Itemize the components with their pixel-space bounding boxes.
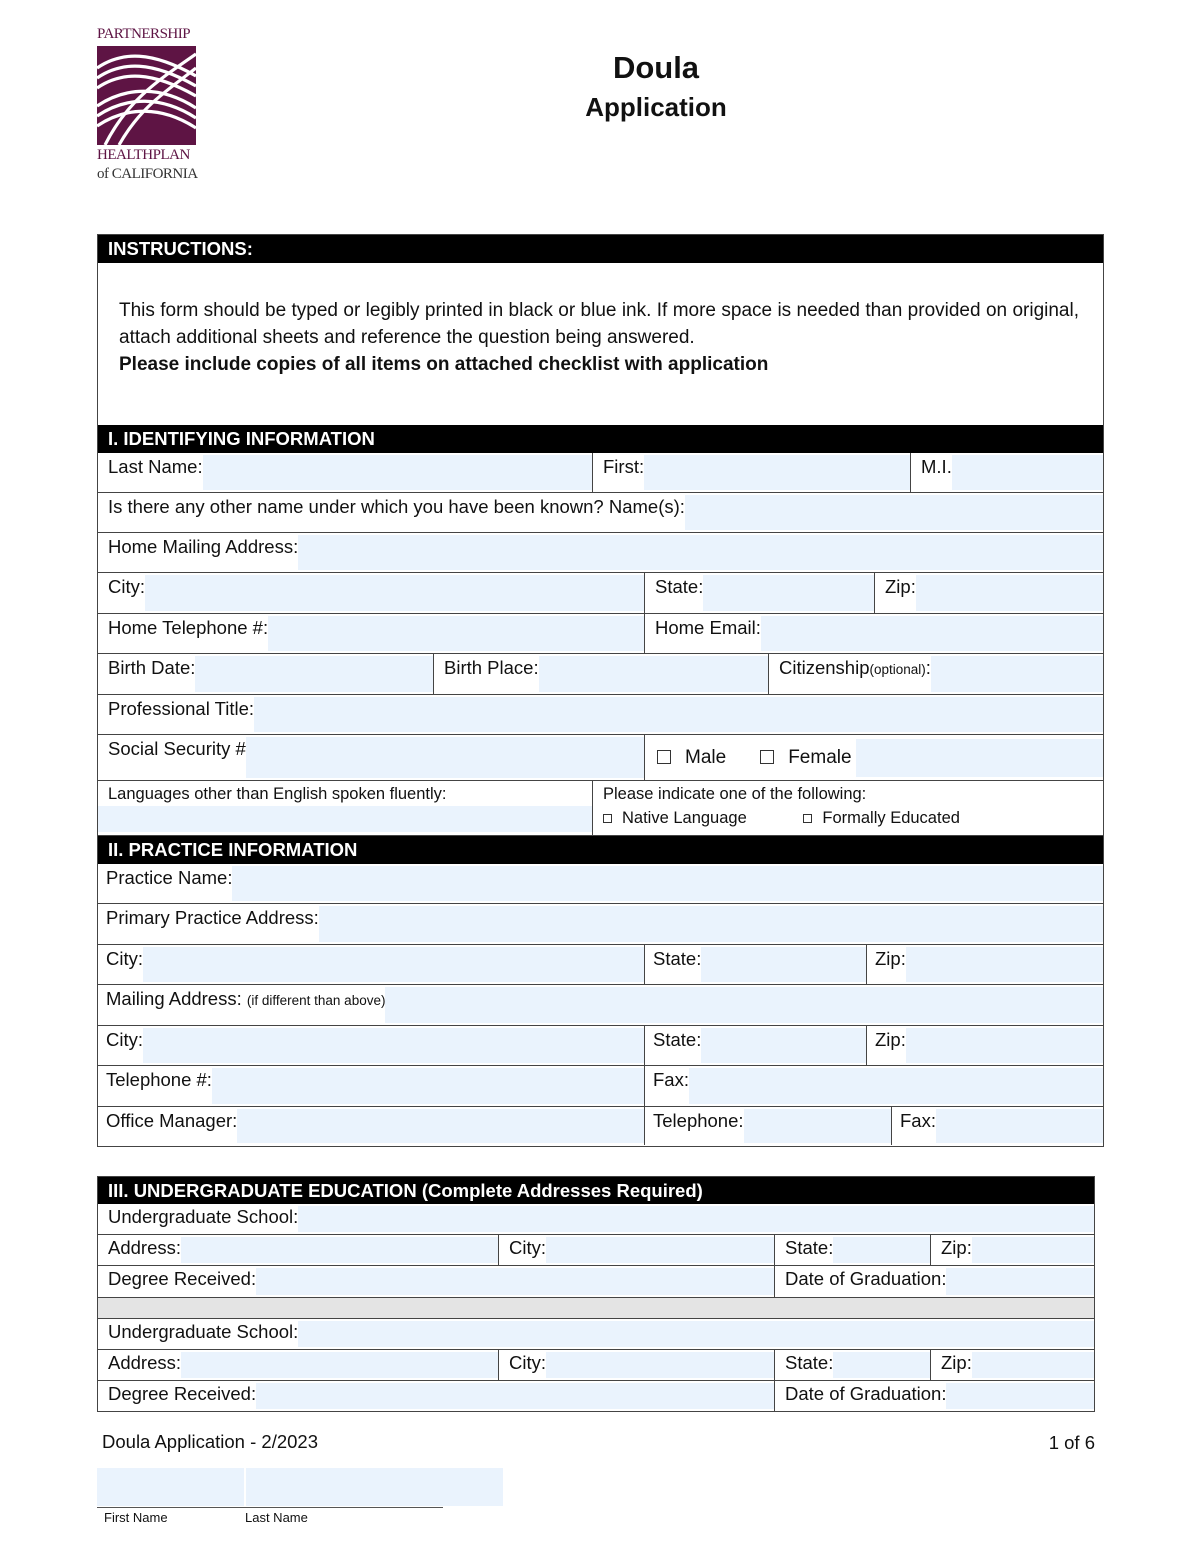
page-subtitle: Application bbox=[585, 92, 727, 122]
practice-fax-field[interactable] bbox=[689, 1068, 1103, 1104]
mailing-city-label: City: bbox=[106, 1029, 143, 1050]
footer-last-name-field[interactable] bbox=[246, 1468, 503, 1506]
female-label: Female bbox=[788, 746, 852, 768]
practice-city-field[interactable] bbox=[143, 947, 644, 982]
professional-title-label: Professional Title: bbox=[108, 698, 255, 719]
professional-title-row bbox=[98, 695, 1103, 735]
practice-city-label: City: bbox=[106, 948, 143, 969]
indicate-label: Please indicate one of the following: bbox=[603, 785, 867, 803]
home-city-field[interactable] bbox=[145, 575, 644, 611]
other-names-row bbox=[98, 493, 1103, 533]
school-label-1: Undergraduate School: bbox=[108, 1206, 299, 1227]
school-zip-field-1[interactable] bbox=[972, 1237, 1094, 1263]
degree-row-2 bbox=[98, 1381, 1094, 1411]
birth-date-label: Birth Date: bbox=[108, 657, 196, 678]
degree-row-1 bbox=[98, 1266, 1094, 1298]
manager-phone-field[interactable] bbox=[744, 1109, 891, 1143]
mailing-city-field[interactable] bbox=[143, 1028, 644, 1063]
birth-place-label: Birth Place: bbox=[444, 657, 539, 678]
home-city-row bbox=[98, 573, 1103, 614]
school-address-field-1[interactable] bbox=[181, 1237, 498, 1263]
citizenship-colon: : bbox=[925, 657, 931, 678]
middle-initial-field[interactable] bbox=[952, 455, 1103, 490]
degree-label-2: Degree Received: bbox=[108, 1383, 257, 1404]
home-city-label: City: bbox=[108, 576, 145, 597]
mailing-address-row bbox=[98, 985, 1103, 1026]
home-zip-label: Zip: bbox=[885, 576, 916, 597]
school-state-label-2: State: bbox=[785, 1352, 834, 1373]
primary-address-row bbox=[98, 904, 1103, 945]
school-address-row-2 bbox=[98, 1350, 1094, 1381]
mailing-address-label bbox=[98, 985, 385, 1010]
practice-zip-field[interactable] bbox=[906, 947, 1103, 982]
language-options bbox=[603, 804, 960, 828]
practice-phone-row bbox=[98, 1066, 1103, 1107]
school-row-2 bbox=[98, 1319, 1094, 1350]
office-manager-label: Office Manager: bbox=[106, 1110, 238, 1131]
office-manager-row bbox=[98, 1107, 1103, 1145]
education-separator bbox=[98, 1298, 1094, 1319]
logo-text-bottom: of CALIFORNIA bbox=[97, 166, 198, 182]
home-phone-field[interactable] bbox=[268, 616, 644, 651]
instructions-header: INSTRUCTIONS: bbox=[98, 235, 1103, 263]
partnership-logo bbox=[96, 26, 200, 188]
school-field-1[interactable] bbox=[298, 1206, 1094, 1232]
footer-last-name-label: Last Name bbox=[245, 1510, 308, 1525]
school-city-field-2[interactable] bbox=[546, 1352, 774, 1378]
section-2-header: II. PRACTICE INFORMATION bbox=[98, 836, 1103, 864]
instructions-text: This form should be typed or legibly printed in black or blue ink. If more space is needed than provided on original, attach additional sheets and reference the question being answered. bbox=[119, 300, 1079, 348]
mailing-zip-label: Zip: bbox=[875, 1029, 906, 1050]
footer-first-name-label: First Name bbox=[104, 1510, 168, 1525]
graduation-field-1[interactable] bbox=[946, 1268, 1094, 1295]
mailing-zip-field[interactable] bbox=[906, 1028, 1103, 1063]
native-language-checkbox[interactable] bbox=[603, 814, 612, 823]
home-state-label: State: bbox=[655, 576, 704, 597]
practice-name-field[interactable] bbox=[232, 866, 1103, 901]
practice-phone-field[interactable] bbox=[212, 1068, 644, 1104]
professional-title-field[interactable] bbox=[254, 697, 1103, 732]
instructions-bold-text: Please include copies of all items on attached checklist with application bbox=[119, 354, 769, 375]
practice-zip-label: Zip: bbox=[875, 948, 906, 969]
school-zip-label-2: Zip: bbox=[941, 1352, 972, 1373]
last-name-label: Last Name: bbox=[108, 456, 203, 477]
school-city-label-2: City: bbox=[509, 1352, 546, 1373]
practice-phone-label: Telephone #: bbox=[106, 1069, 212, 1090]
form-version: Doula Application - 2/2023 bbox=[102, 1431, 318, 1452]
formally-educated-label: Formally Educated bbox=[822, 809, 960, 827]
mailing-state-label: State: bbox=[653, 1029, 702, 1050]
section-1-header: I. IDENTIFYING INFORMATION bbox=[98, 425, 1103, 453]
home-state-field[interactable] bbox=[703, 575, 874, 611]
mailing-city-row bbox=[98, 1026, 1103, 1066]
school-label-2: Undergraduate School: bbox=[108, 1321, 299, 1342]
citizenship-optional-note: (optional) bbox=[869, 662, 926, 677]
mailing-address-text: Mailing Address: bbox=[106, 988, 242, 1009]
first-name-label: First: bbox=[603, 456, 645, 477]
practice-fax-label: Fax: bbox=[653, 1069, 689, 1090]
other-names-field[interactable] bbox=[685, 495, 1103, 530]
female-option bbox=[760, 747, 851, 769]
school-row-1 bbox=[98, 1204, 1094, 1235]
languages-label: Languages other than English spoken fluently: bbox=[108, 785, 447, 803]
mailing-address-field[interactable] bbox=[385, 987, 1103, 1023]
citizenship-text: Citizenship bbox=[779, 657, 870, 678]
logo-text-middle: HEALTHPLAN bbox=[97, 147, 190, 163]
mailing-state-field[interactable] bbox=[701, 1028, 866, 1063]
instructions-body bbox=[119, 297, 1079, 378]
practice-city-row bbox=[98, 945, 1103, 985]
school-state-label-1: State: bbox=[785, 1237, 834, 1258]
school-address-row-1 bbox=[98, 1235, 1094, 1266]
manager-fax-label: Fax: bbox=[900, 1110, 936, 1131]
degree-field-2[interactable] bbox=[256, 1383, 774, 1409]
citizenship-field[interactable] bbox=[931, 656, 1103, 692]
practice-state-field[interactable] bbox=[701, 947, 866, 982]
manager-fax-field[interactable] bbox=[936, 1109, 1103, 1143]
home-phone-label: Home Telephone #: bbox=[108, 617, 269, 638]
office-manager-field[interactable] bbox=[237, 1109, 644, 1143]
logo-wave-icon bbox=[97, 46, 196, 145]
education-table bbox=[97, 1176, 1095, 1412]
ssn-label: Social Security # bbox=[108, 738, 246, 759]
form-table-main bbox=[97, 234, 1104, 1147]
formally-educated-checkbox[interactable] bbox=[803, 814, 812, 823]
logo-text-top: PARTNERSHIP bbox=[97, 26, 191, 42]
birth-place-field[interactable] bbox=[539, 656, 768, 692]
school-city-label-1: City: bbox=[509, 1237, 546, 1258]
gender-field bbox=[856, 739, 1103, 777]
school-address-label-2: Address: bbox=[108, 1352, 182, 1373]
languages-row bbox=[98, 781, 1103, 836]
last-name-field[interactable] bbox=[203, 455, 592, 490]
school-zip-label-1: Zip: bbox=[941, 1237, 972, 1258]
footer-signature-line bbox=[97, 1507, 443, 1508]
graduation-field-2[interactable] bbox=[946, 1383, 1094, 1409]
male-label: Male bbox=[685, 746, 727, 768]
primary-address-label: Primary Practice Address: bbox=[106, 907, 319, 928]
school-field-2[interactable] bbox=[298, 1321, 1094, 1347]
page-number: 1 of 6 bbox=[1048, 1432, 1095, 1453]
male-checkbox[interactable] bbox=[657, 750, 671, 764]
birth-date-field[interactable] bbox=[195, 656, 433, 692]
male-option bbox=[657, 747, 726, 769]
school-state-field-2[interactable] bbox=[833, 1352, 930, 1378]
native-language-label: Native Language bbox=[622, 809, 747, 827]
languages-field[interactable] bbox=[98, 806, 592, 832]
home-address-label: Home Mailing Address: bbox=[108, 536, 299, 557]
home-email-field[interactable] bbox=[761, 616, 1103, 651]
graduation-label-2: Date of Graduation: bbox=[785, 1383, 947, 1404]
graduation-label-1: Date of Graduation: bbox=[785, 1268, 947, 1289]
degree-field-1[interactable] bbox=[256, 1268, 774, 1295]
home-address-field[interactable] bbox=[298, 535, 1103, 570]
practice-name-row bbox=[98, 864, 1103, 904]
manager-phone-label: Telephone: bbox=[653, 1110, 744, 1131]
page-title: Doula bbox=[612, 50, 700, 85]
ssn-row bbox=[98, 735, 1103, 781]
school-state-field-1[interactable] bbox=[833, 1237, 930, 1263]
citizenship-label bbox=[769, 654, 931, 679]
home-contact-row bbox=[98, 614, 1103, 654]
formally-educated-option bbox=[803, 809, 960, 827]
school-address-label-1: Address: bbox=[108, 1237, 182, 1258]
other-names-label: Is there any other name under which you have been known? Name(s): bbox=[108, 496, 685, 517]
home-zip-field[interactable] bbox=[916, 575, 1103, 611]
first-name-field[interactable] bbox=[644, 455, 910, 490]
section-3-header: III. UNDERGRADUATE EDUCATION (Complete Addresses Required) bbox=[98, 1177, 1094, 1204]
home-email-label: Home Email: bbox=[655, 617, 761, 638]
birth-row bbox=[98, 654, 1103, 695]
primary-address-field[interactable] bbox=[319, 906, 1103, 942]
name-row bbox=[98, 453, 1103, 493]
ssn-field[interactable] bbox=[246, 737, 644, 778]
school-zip-field-2[interactable] bbox=[972, 1352, 1094, 1378]
practice-name-label: Practice Name: bbox=[106, 867, 233, 888]
female-checkbox[interactable] bbox=[760, 750, 774, 764]
footer-first-name-field[interactable] bbox=[97, 1468, 244, 1506]
home-address-row bbox=[98, 533, 1103, 573]
mailing-address-note: (if different than above) bbox=[246, 993, 386, 1008]
school-city-field-1[interactable] bbox=[546, 1237, 774, 1263]
practice-state-label: State: bbox=[653, 948, 702, 969]
school-address-field-2[interactable] bbox=[181, 1352, 498, 1378]
middle-initial-label: M.I. bbox=[921, 456, 952, 477]
degree-label-1: Degree Received: bbox=[108, 1268, 257, 1289]
